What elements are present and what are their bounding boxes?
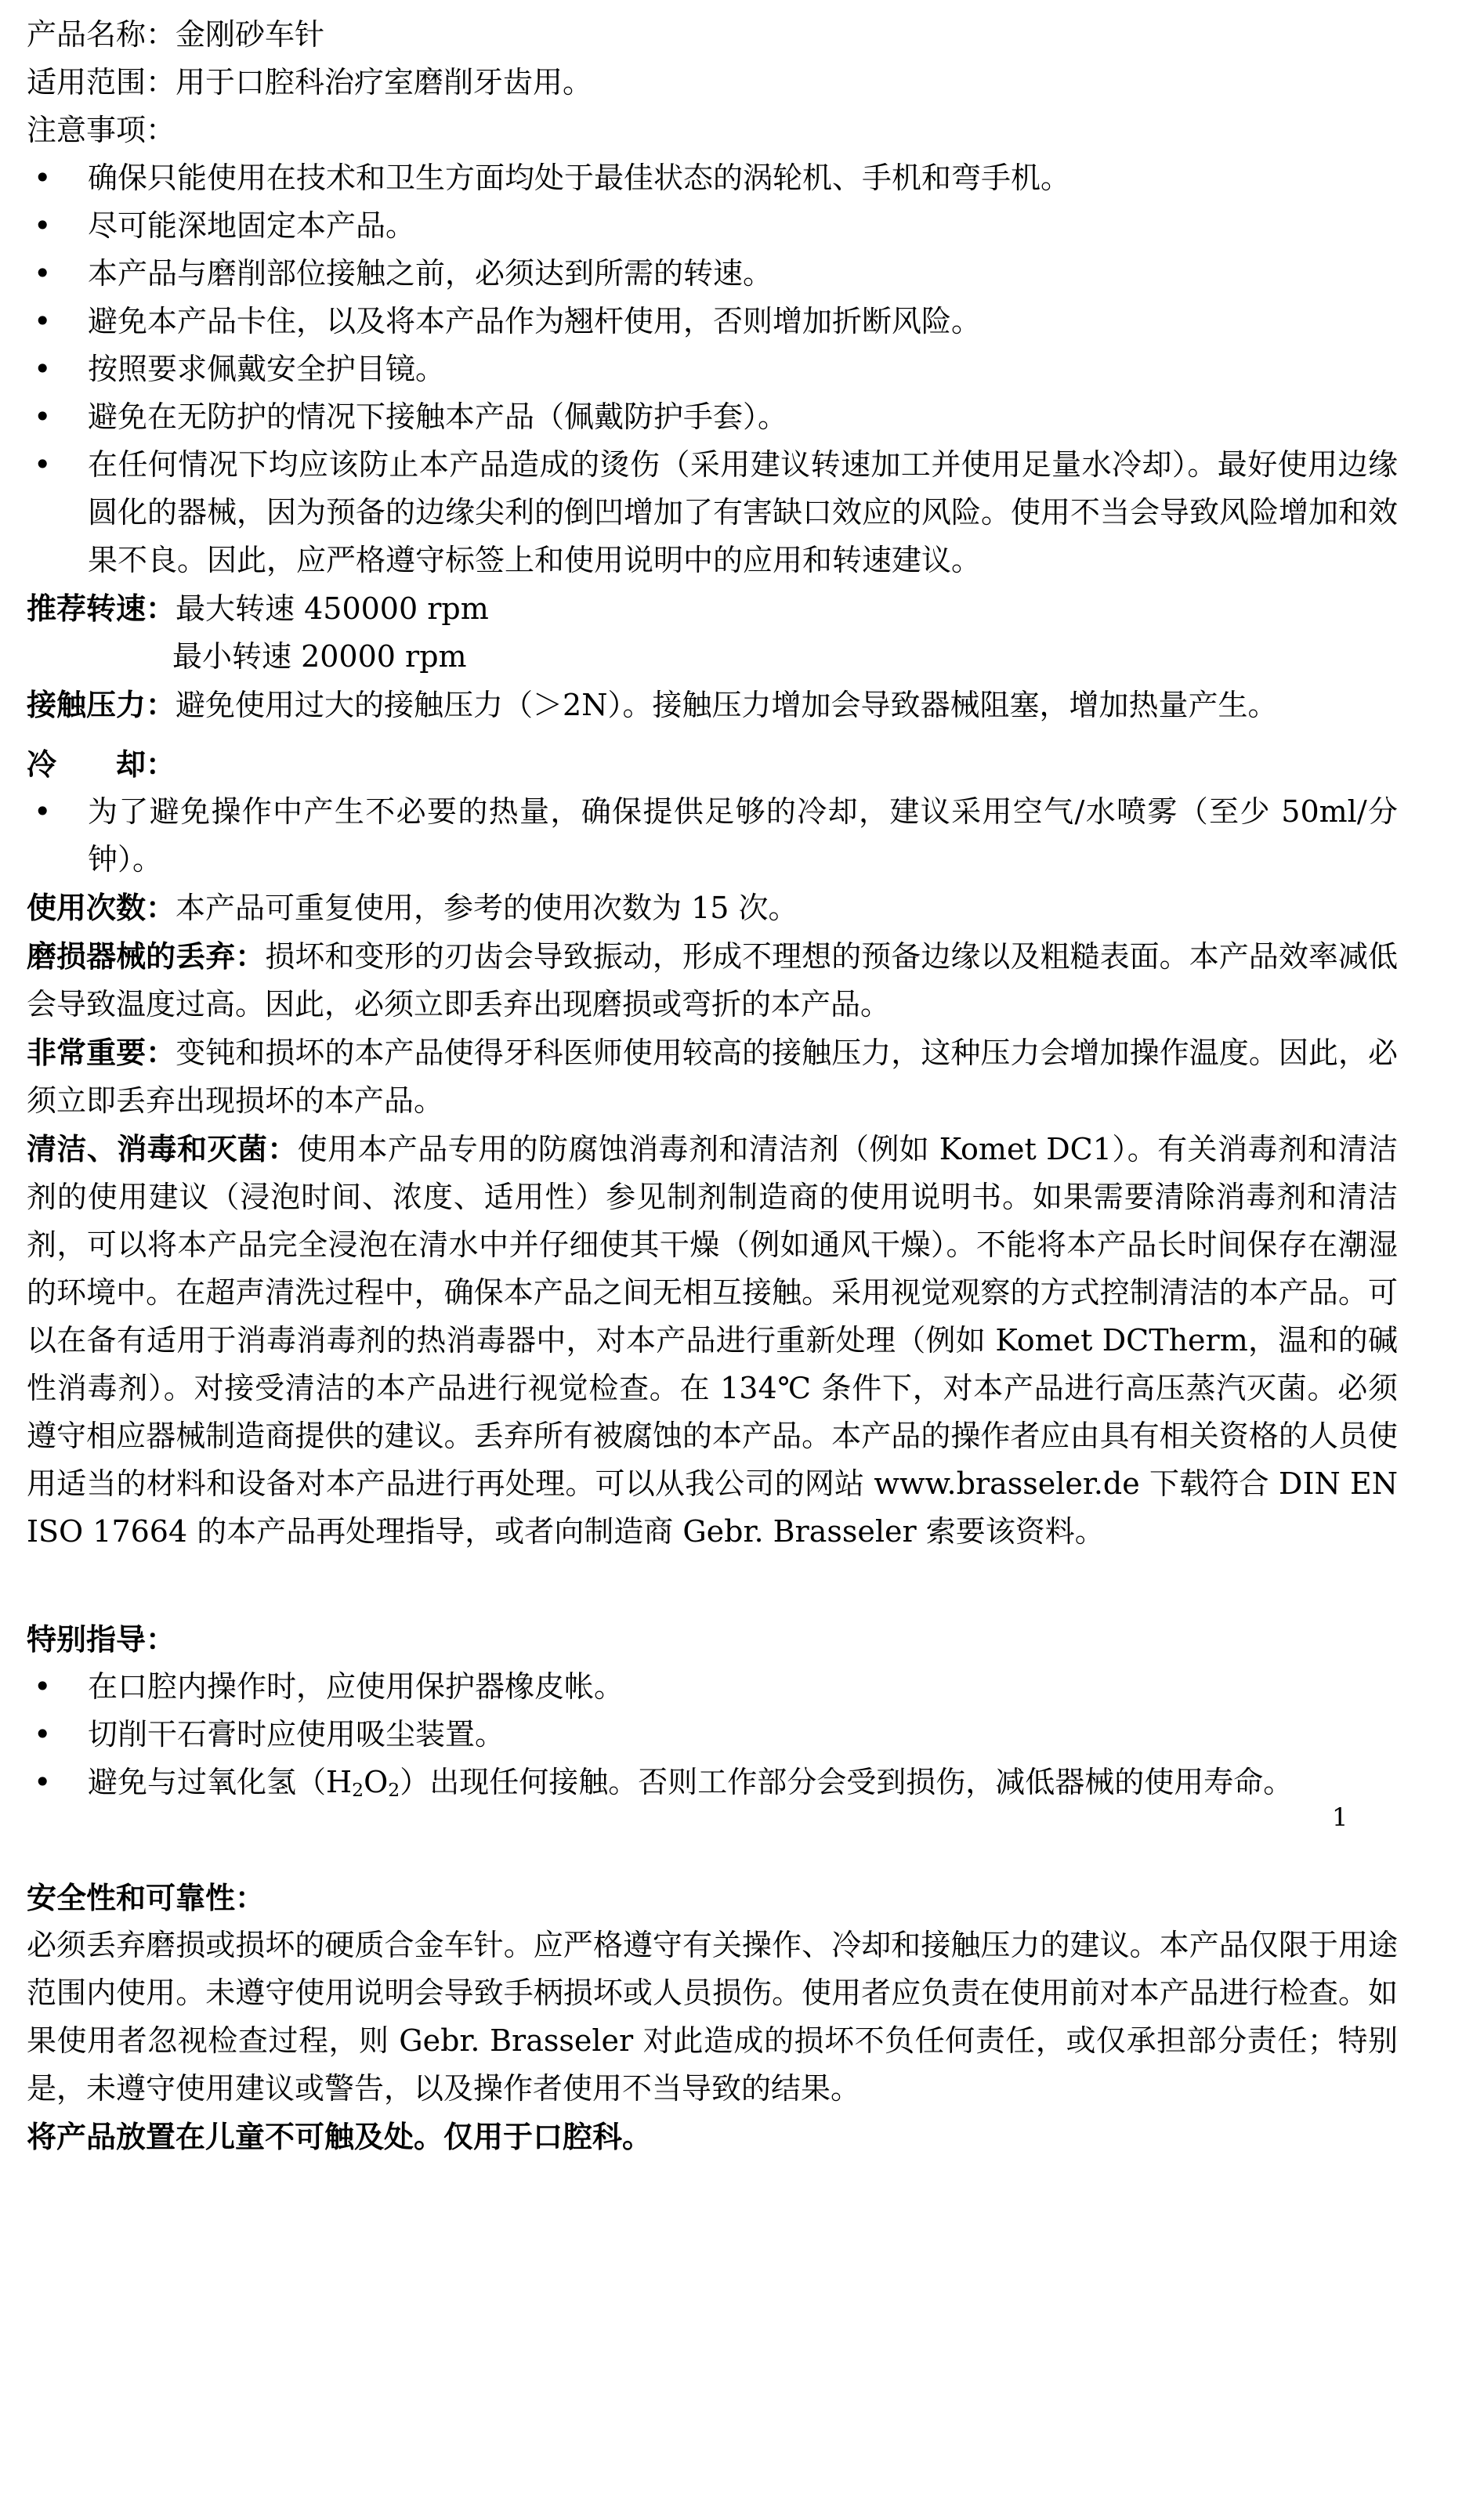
cooling-bullet-list [27,788,1398,884]
list-item [27,250,1398,298]
bullet-icon: • [34,447,52,482]
list-item-text: 在任何情况下均应该防止本产品造成的烫伤（采用建议转速加工并使用足量水冷却）。最好使用边缘圆化的器械，因为预备的边缘尖利的倒凹增加了有害缺口效应的风险。使用不当会导致风险增加和效果不良。因此，应严格遵守标签上和使用说明中的应用和转速建议。 [88,447,1399,577]
discard-label: 磨损器械的丢弃： [27,938,266,974]
list-item-text: 本产品与磨削部位接触之前，必须达到所需的转速。 [88,256,773,291]
list-item [27,1663,1398,1711]
recommended-speed-first-line [27,584,1398,633]
discard-text: 损坏和变形的刃齿会导致振动，形成不理想的预备边缘以及粗糙表面。本产品效率减低会导致温度过高。因此，必须立即丢弃出现磨损或弯折的本产品。 [27,939,1398,1021]
bullet-icon: • [34,208,52,243]
notice-heading: 注意事项： [27,113,176,147]
recommended-speed-label: 推荐转速： [27,591,176,626]
cooling-heading: 冷 却： [27,747,176,782]
recommended-speed-row [27,584,1398,681]
recommended-speed-max: 最大转速 450000 rpm [176,591,489,626]
list-item-text: 避免本产品卡住，以及将本产品作为翘杆使用，否则增加折断风险。 [88,304,982,338]
bullet-icon: • [34,794,52,829]
page-number: 1 [1332,1802,1348,1832]
important-label: 非常重要： [27,1035,176,1070]
contact-pressure-label: 接触压力： [27,687,176,722]
scope-row [27,59,1398,107]
bullet-icon: • [34,1717,52,1752]
h2o2-suffix: ）出现任何接触。否则工作部分会受到损伤，减低器械的使用寿命。 [400,1765,1294,1799]
list-item [27,441,1398,584]
scope-value: 用于口腔科治疗室磨削牙齿用。 [176,65,593,99]
cleaning-text: 使用本产品专用的防腐蚀消毒剂和清洁剂（例如 Komet DC1）。有关消毒剂和清洁剂的使用建议（浸泡时间、浓度、适用性）参见制剂制造商的使用说明书。如果需要清除消毒剂和清洁剂，可以将本产品完全浸泡在清水中并仔细使其干燥（例如通风干燥）。不能将本产品长时间保存在潮湿的环境中。在超声清洗过程中，确保本产品之间无相互接触。采用视觉观察的方式控制清洁的本产品。可以在备有适用于消毒消毒剂的热消毒器中，对本产品进行重新处理（例如 Komet DCTherm，温和的碱性消毒剂）。对接受清洁的本产品进行视觉检查。在 134℃ 条件下，对本产品进行高压蒸汽灭菌。必须遵守相应器械制造商提供的建议。丢弃所有被腐蚀的本产品。本产品的操作者应由具有相关资格的人员使用适当的材料和设备对本产品进行再处理。可以从我公司的网站 www.brasseler.de 下载符合 DIN EN ISO 17664 的本产品再处理指导，或者向制造商 Gebr. Brasseler 索要该资料。 [27,1132,1398,1549]
list-item-text: 切削干石膏时应使用吸尘装置。 [88,1717,505,1752]
spacer [27,1814,1398,1874]
product-name-label: 产品名称： [27,17,176,52]
list-item [27,345,1398,393]
list-item-text: 为了避免操作中产生不必要的热量，确保提供足够的冷却，建议采用空气/水喷雾（至少 50ml/分钟）。 [88,794,1398,877]
list-item-text: 按照要求佩戴安全护目镜。 [88,352,446,386]
spacer [27,729,1398,740]
uses-label: 使用次数： [27,890,176,925]
bullet-icon: • [34,1765,52,1799]
list-item [27,202,1398,250]
uses-row [27,884,1398,932]
list-item [27,1759,1398,1814]
bullet-icon: • [34,400,52,434]
special-instructions-heading: 特别指导： [27,1622,176,1657]
list-item-text [88,1765,1294,1802]
product-name-value: 金刚砂车针 [176,17,325,52]
list-item-text: 尽可能深地固定本产品。 [88,208,416,243]
recommended-speed-min: 最小转速 20000 rpm [172,639,467,674]
h2o2-mid: O [364,1765,389,1799]
list-item [27,393,1398,441]
bullet-icon: • [34,304,52,338]
list-item-text: 在口腔内操作时，应使用保护器橡皮帐。 [88,1669,624,1704]
product-name-row [27,11,1398,59]
spacer [27,1556,1398,1615]
cleaning-row [27,1125,1398,1556]
bullet-icon: • [34,256,52,291]
notice-bullet-list [27,154,1398,584]
important-row [27,1029,1398,1125]
list-item [27,788,1398,884]
safety-heading: 安全性和可靠性： [27,1880,266,1916]
list-item [27,154,1398,202]
contact-pressure-row [27,681,1398,729]
important-text: 变钝和损坏的本产品使得牙科医师使用较高的接触压力，这种压力会增加操作温度。因此，必须立即丢弃出现损坏的本产品。 [27,1036,1398,1118]
cleaning-label: 清洁、消毒和灭菌： [27,1131,298,1166]
list-item [27,1711,1398,1759]
safety-text: 必须丢弃磨损或损坏的硬质合金车针。应严格遵守有关操作、冷却和接触压力的建议。本产品仅限于用途范围内使用。未遵守使用说明会导致手柄损坏或人员损伤。使用者应负责在使用前对本产品进行检查。如果使用者忽视检查过程，则 Gebr. Brasseler 对此造成的损坏不负任何责任，或仅承担部分责任；特别是，未遵守使用建议或警告，以及操作者使用不当导致的结果。 [27,1928,1398,2106]
h2o2-subscript-1: 2 [352,1779,364,1802]
h2o2-prefix: 避免与过氧化氢（H [88,1765,353,1799]
contact-pressure-text: 避免使用过大的接触压力（＞2N）。接触压力增加会导致器械阻塞，增加热量产生。 [176,688,1278,722]
list-item-text: 避免在无防护的情况下接触本产品（佩戴防护手套）。 [88,400,788,434]
uses-text: 本产品可重复使用，参考的使用次数为 15 次。 [176,891,798,925]
special-bullet-list [27,1663,1398,1814]
footer-warning: 将产品放置在儿童不可触及处。仅用于口腔科。 [27,2119,653,2155]
list-item-text: 确保只能使用在技术和卫生方面均处于最佳状态的涡轮机、手机和弯手机。 [88,161,1071,195]
scope-label: 适用范围： [27,65,176,99]
bullet-icon: • [34,161,52,195]
bullet-icon: • [34,352,52,386]
discard-row [27,932,1398,1029]
list-item [27,298,1398,345]
h2o2-subscript-2: 2 [388,1779,400,1802]
bullet-icon: • [34,1669,52,1704]
